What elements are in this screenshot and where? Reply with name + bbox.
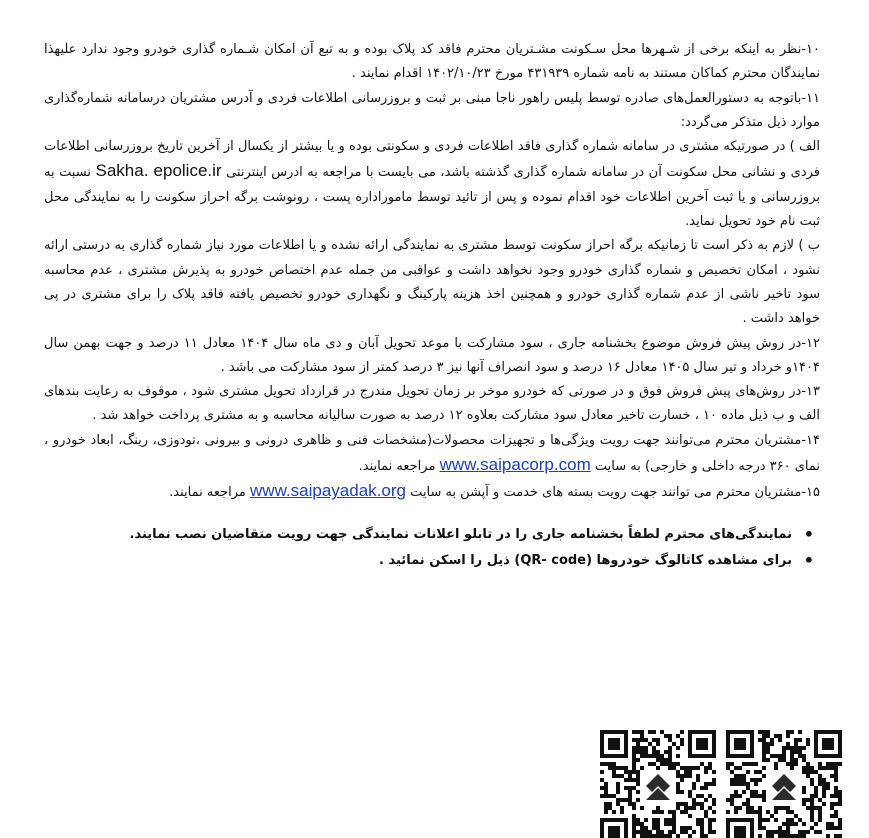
clause-text: در روش‌های پیش فروش فوق و در صورتی که خودرو موخر بر زمان تحویل مندرج در قرارداد تحویل مشتری شود ، موقوف به رعایت بندهای الف و ب ذیل ماده ۱۰ ، خسارت تاخیر معادل سود مشارکت بعلاوه ۱۲ درصد به صورت سالیانه محاسبه و به مشتری پرداخت خواهد شد .: [44, 384, 820, 424]
qr-finder-pattern: [602, 820, 626, 838]
clause-11: [44, 87, 820, 136]
clause-text-after: مراجعه نمایند.: [358, 459, 436, 475]
qr-code-catalog-1[interactable]: [600, 730, 716, 838]
saipa-logo-icon: [640, 770, 676, 806]
clause-11-b: ب ) لازم به ذکر است تا زمانیکه برگه احراز سکونت توسط مشتری به نمایندگی ارائه نشده و یا اطلاعات مورد نیاز شماره گذاری به درستی ارائه نشود ، امکان تخصیص و شماره گذاری خودرو وجود نخواهد داشت و عواقبی من جمله عدم اختصاص خودرو به پذیرش مشتری ، عدم محاسبه سود تاخیر ناشی از عدم شماره گذاری خودرو و همچنین اخذ هزینه پارکینگ و نگهداری خودرو تخصیص یافته فاقد پلاک را برای مشتری در پی خواهد داشت .: [44, 238, 820, 327]
qr-finder-pattern: [602, 732, 626, 756]
clause-text-before: مشتریان محترم می توانند جهت رویت بسته های خدمت و آپشن به سایت: [410, 485, 802, 501]
clause-a-text-before: الف ) در صورتیکه مشتری در سامانه شماره گذاری فاقد اطلاعات فردی و سکونتی بوده و یا بیشتر از یکسال از آخرین تاریخ بروزرسانی اطلاعات فردی و نشانی محل سکونت آن در سامانه شماره گذاری گذشته باشد، می بایست با مراجعه به ادرس اینترنتی: [44, 139, 820, 181]
saipacorp-link[interactable]: www.saipacorp.com: [439, 455, 591, 475]
clause-text: در روش پیش فروش موضوع بخشنامه جاری ، سود مشارکت با موعد تحویل آبان و دی ماه سال ۱۴۰۴ معادل ۱۱ درصد و جهت بهمن سال ۱۴۰۴و خرداد و تیر سال ۱۴۰۵ معادل ۱۶ درصد و سود انصراف آنها نیز ۳ درصد کمتر از سود مشارکت می باشد .: [44, 335, 820, 375]
clause-number: ۱۲-: [801, 335, 820, 351]
clause-a-text-after: نسبت به بروزرسانی و یا ثبت آخرین اطلاعات خود اقدام نموده و پس از تائید توسط ماموراداره پست ، رونوشت برگه احراز سکونت را به نمایندگی محل ثبت نام خود تحویل نماید.: [44, 165, 820, 230]
qr-finder-pattern: [816, 732, 840, 756]
clause-15: [44, 479, 820, 505]
clause-number: ۱۴-: [801, 432, 820, 448]
saipayadak-link[interactable]: www.saipayadak.org: [250, 481, 406, 501]
clause-10: [44, 38, 820, 87]
qr-finder-pattern: [690, 732, 714, 756]
clause-number: ۱۱-: [801, 90, 820, 106]
qr-finder-pattern: [728, 732, 752, 756]
clause-11-a: [44, 135, 820, 234]
clause-text: نظر به اینکه برخی از شـهرها محل سـکونت مشـتریان محترم فاقد کد پلاک بوده و به تبع آن امکان شـماره گذاری خودرو وجود ندارد علیهذا نمایندگان محترم کماکان مستند به نامه شماره ۴۳۱۹۳۹ مورخ ۱۴۰۲/۱۰/۲۳ اقدام نمایند .: [44, 42, 820, 82]
notes-list: [44, 522, 820, 574]
clause-14: [44, 429, 820, 480]
sakha-epolice-address: Sakha. epolice.ir: [95, 161, 222, 181]
clause-12: [44, 332, 820, 381]
document-body: [44, 38, 820, 574]
clause-number: ۱۳-: [801, 384, 820, 400]
clause-text: باتوجه به دستورالعمل‌های صادره توسط پلیس راهور ناجا مبنی بر ثبت و بروزرسانی اطلاعات فردی و آدرس مشتریان درسامانه شماره‌گذاری موارد ذیل متذکر می‌گردد:: [44, 90, 820, 130]
clause-number: ۱۵-: [801, 485, 820, 501]
qr-code-graphic: [600, 730, 716, 838]
note-item: • نمایندگی‌های محترم لطفاً بخشنامه جاری را در تابلو اعلانات نمایندگی جهت رویت متقاضیان نصب نمایند.: [44, 522, 792, 548]
qr-code-catalog-2[interactable]: [726, 730, 842, 838]
saipa-logo-icon: [766, 770, 802, 806]
note-item: • برای مشاهده کاتالوگ خودروها (QR- code) ذیل را اسکن نمائید .: [44, 548, 792, 574]
qr-code-graphic: [726, 730, 842, 838]
clause-number: ۱۰-: [801, 42, 820, 57]
qr-finder-pattern: [728, 820, 752, 838]
clause-13: [44, 380, 820, 429]
clause-text-before: مشتریان محترم می‌توانند جهت رویت ویژگی‌ها و تجهیزات محصولات(مشخصات فنی و ظاهری درونی و بیرونی ،تودوزی، رینگ، ابعاد خودرو ، نمای ۳۶۰ درجه داخلی و خارجی) به سایت: [44, 432, 820, 475]
clause-text-after: مراجعه نمایند.: [169, 485, 246, 501]
